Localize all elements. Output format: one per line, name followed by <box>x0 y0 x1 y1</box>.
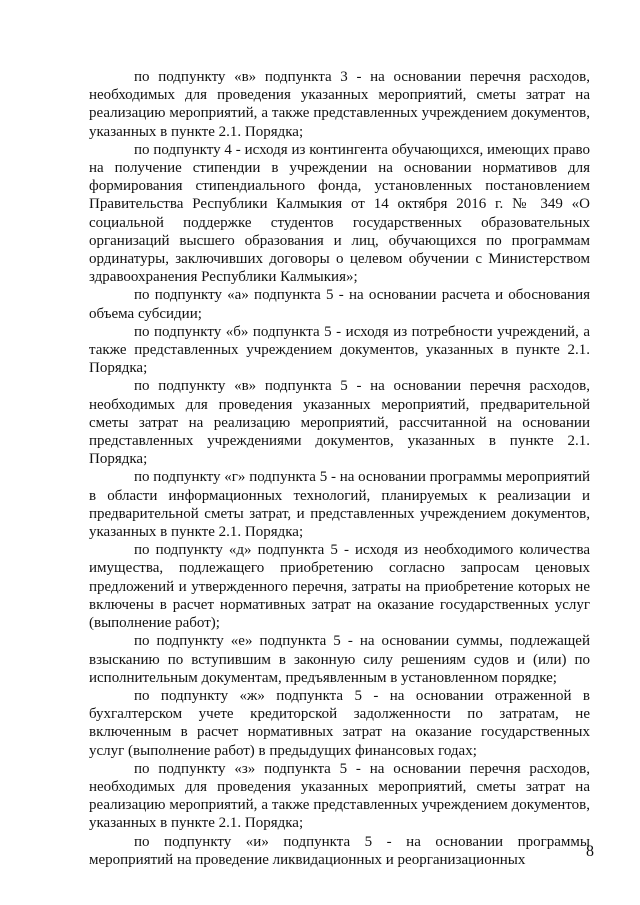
paragraph-subitem-5e: по подпункту «е» подпункта 5 - на основании суммы, подлежащей взысканию по вступившим в законную силу решениям судов и (или) по исполнительным документам, предъявленным в установленном порядке; <box>89 633 590 686</box>
paragraph-subitem-5d: по подпункту «д» подпункта 5 - исходя из необходимого количества имущества, подлежащего приобретению согласно запросам ценовых предложений и утвержденного перечня, затраты на приобретение которых не включены в расчет нормативных затрат на оказание государственных услуг (выполнение работ); <box>89 542 590 632</box>
paragraph-subitem-3v: по подпункту «в» подпункта 3 - на основании перечня расходов, необходимых для проведения указанных мероприятий, сметы затрат на реализацию мероприятий, а также представленных учреждением документов, указанных в пункте 2.1. Порядка; <box>89 69 590 140</box>
paragraph-item-4: по подпункту 4 - исходя из контингента обучающихся, имеющих право на получение стипендии в учреждении на основании нормативов для формирования стипендиального фонда, установленных постановлением Правительства Республики Калмыкия от 14 октября 2016 г. № 349 «О социальной поддержке студентов государственных образовательных организаций высшего образования и лиц, обучающихся по программам ординатуры, заключивших договоры о целевом обучении с Министерством здравоохранения Республики Калмыкия»; <box>89 141 590 286</box>
paragraph-subitem-5z: по подпункту «з» подпункта 5 - на основании перечня расходов, необходимых для проведения указанных мероприятий, сметы затрат на реализацию мероприятий, а также представленных учреждением документов, указанных в пункте 2.1. Порядка; <box>89 760 590 832</box>
paragraph-subitem-5zh: по подпункту «ж» подпункта 5 - на основании отраженной в бухгалтерском учете кредиторской задолженности по затратам, не включенным в расчет нормативных затрат на оказание государственных услуг (выполнение работ) в предыдущих финансовых годах; <box>89 687 590 759</box>
paragraph-subitem-5g: по подпункту «г» подпункта 5 - на основании программы мероприятий в области информационных технологий, планируемых к реализации и предварительной сметы затрат, и представленных учреждением документов, указанных в пункте 2.1. Порядка; <box>89 469 590 541</box>
paragraph-subitem-5i: по подпункту «и» подпункта 5 - на основании программы мероприятий на проведение ликвидационных и реорганизационных <box>89 833 590 868</box>
paragraph-subitem-5b: по подпункту «б» подпункта 5 - исходя из потребности учреждений, а также представленных учреждением документов, указанных в пункте 2.1. Порядка; <box>89 323 590 377</box>
body-text <box>89 68 590 869</box>
paragraph-subitem-5a: по подпункту «а» подпункта 5 - на основании расчета и обоснования объема субсидии; <box>89 287 590 322</box>
paragraph-subitem-5v: по подпункту «в» подпункта 5 - на основании перечня расходов, необходимых для проведения указанных мероприятий, предварительной сметы затрат на реализацию мероприятий, рассчитанной на основании представленных учреждениями документов, указанных в пункте 2.1. Порядка; <box>89 378 590 468</box>
page-number: 8 <box>586 843 594 860</box>
